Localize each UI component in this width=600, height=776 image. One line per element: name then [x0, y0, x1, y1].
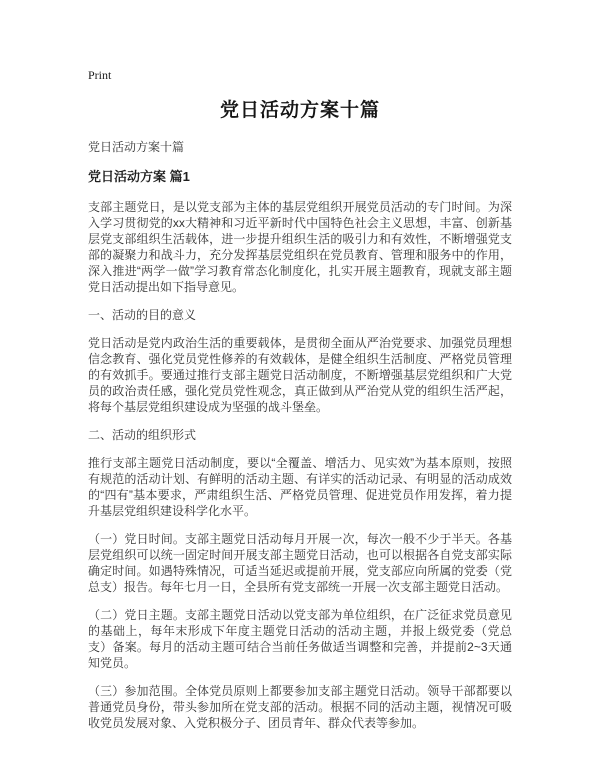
paragraph: 一、活动的目的意义 — [88, 308, 197, 322]
document-body — [88, 168, 512, 731]
paragraph: 推行支部主题党日活动制度，要以“全覆盖、增活力、见实效”为基本原则，按照有规范的活动计划、有鲜明的活动主题、有详实的活动记录、有明显的活动成效的“四有”基本要求，严肃组织生活、严格党员管理、促进党员作用发挥，着力提升基层党组织建设科学化水平。 — [88, 456, 512, 518]
print-button[interactable]: Print — [88, 68, 112, 82]
page-title: 党日活动方案十篇 — [219, 100, 380, 121]
document-subtitle: 党日活动方案十篇 — [88, 140, 185, 154]
paragraph: （二）党日主题。支部主题党日活动以党支部为单位组织，在广泛征求党员意见的基础上，每年末形成下年度主题党日活动的活动主题，并报上级党委（党总支）备案。每月的活动主题可结合当前任务做适当调整和完善，并提前2~3天通知党员。 — [88, 608, 512, 670]
paragraph: （一）党日时间。支部主题党日活动每月开展一次，每次一般不少于半天。各基层党组织可以统一固定时间开展支部主题党日活动，也可以根据各自党支部实际确定时间。如遇特殊情况，可适当延迟或提前开展，党支部应向所属的党委（党总支）报告。每年七月一日，全县所有党支部统一开展一次支部主题党日活动。 — [88, 532, 512, 594]
paragraph: 党日活动是党内政治生活的重要载体，是贯彻全面从严治党要求、加强党员理想信念教育、强化党员党性修养的有效载体，是健全组织生活制度、严格党员管理的有效抓手。要通过推行支部主题党日活动制度，不断增强基层党组织和广大党员的政治责任感，强化党员党性观念，真正做到从严治党从党的组织生活严起，将每个基层党组织建设成为坚强的战斗堡垒。 — [88, 336, 512, 414]
paragraph: （三）参加范围。全体党员原则上都要参加支部主题党日活动。领导干部都要以普通党员身份，带头参加所在党支部的活动。根据不同的活动主题，视情况可吸收党员发展对象、入党积极分子、团员青年、群众代表等参加。 — [88, 684, 512, 730]
section-heading: 党日活动方案 篇1 — [88, 169, 190, 184]
paragraph: 二、活动的组织形式 — [88, 428, 197, 442]
paragraph: 支部主题党日，是以党支部为主体的基层党组织开展党员活动的专门时间。为深入学习贯彻党的xx大精神和习近平新时代中国特色社会主义思想，丰富、创新基层党支部组织生活载体，进一步提升组织生活的吸引力和有效性，不断增强党支部的凝聚力和战斗力，充分发挥基层党组织在党员教育、管理和服务中的作用，深入推进“两学一做”学习教育常态化制度化，扎实开展主题教育，现就支部主题党日活动提出如下指导意见。 — [88, 200, 512, 294]
